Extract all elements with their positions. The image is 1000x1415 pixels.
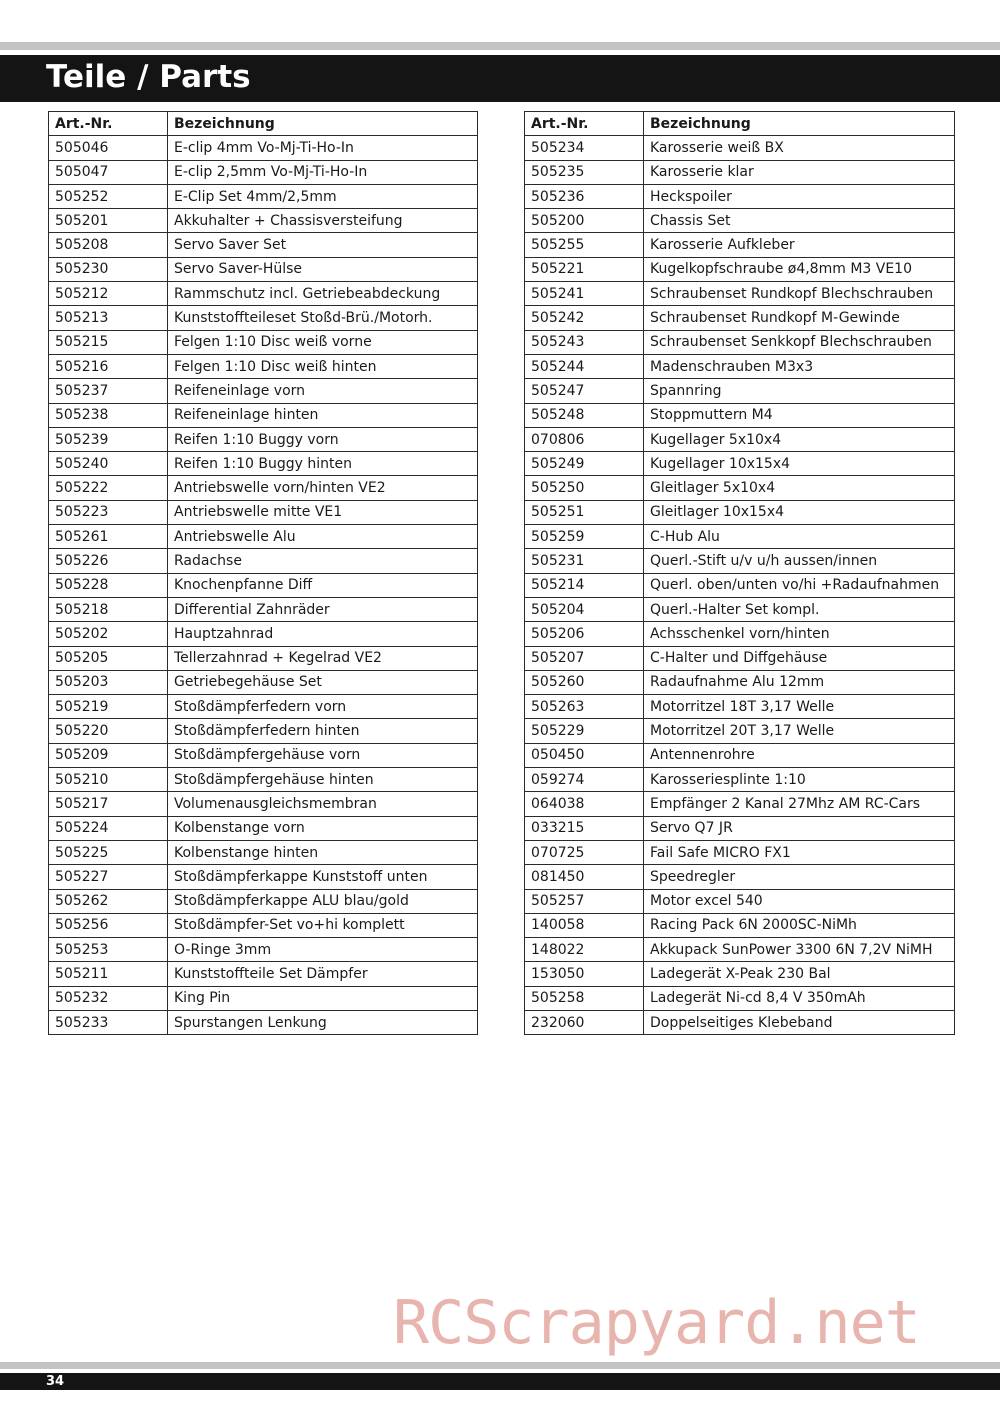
- bezeichnung-cell: E-clip 4mm Vo-Mj-Ti-Ho-In: [168, 136, 478, 160]
- bezeichnung-cell: Stoßdämpferfedern hinten: [168, 719, 478, 743]
- art-nr-cell: 505232: [49, 986, 168, 1010]
- table-row: [525, 743, 955, 767]
- table-row: [49, 354, 478, 378]
- art-nr-cell: 064038: [525, 792, 644, 816]
- table-row: [49, 1010, 478, 1034]
- table-row: [525, 233, 955, 257]
- table-row: [525, 403, 955, 427]
- table-row: [49, 257, 478, 281]
- bezeichnung-cell: Racing Pack 6N 2000SC-NiMh: [644, 913, 955, 937]
- art-nr-cell: 505263: [525, 695, 644, 719]
- table-row: [49, 768, 478, 792]
- table-row: [49, 622, 478, 646]
- parts-table-right: [524, 111, 955, 1035]
- art-nr-cell: 505257: [525, 889, 644, 913]
- table-row: [49, 792, 478, 816]
- bezeichnung-cell: Reifeneinlage vorn: [168, 379, 478, 403]
- art-nr-cell: 070806: [525, 427, 644, 451]
- bezeichnung-cell: Ladegerät X-Peak 230 Bal: [644, 962, 955, 986]
- top-divider-bar: [0, 42, 1000, 50]
- bezeichnung-cell: E-Clip Set 4mm/2,5mm: [168, 184, 478, 208]
- table-row: [525, 622, 955, 646]
- table-row: [525, 816, 955, 840]
- table-row: [49, 986, 478, 1010]
- bezeichnung-cell: Radaufnahme Alu 12mm: [644, 670, 955, 694]
- table-row: [49, 525, 478, 549]
- art-nr-cell: 505229: [525, 719, 644, 743]
- table-row: [49, 670, 478, 694]
- art-nr-cell: 505223: [49, 500, 168, 524]
- table-row: [49, 962, 478, 986]
- art-nr-cell: 505219: [49, 695, 168, 719]
- table-row: [49, 913, 478, 937]
- bezeichnung-cell: Speedregler: [644, 865, 955, 889]
- table-row: [49, 184, 478, 208]
- table-row: [49, 476, 478, 500]
- watermark-text: RCScrapyard.net: [393, 1288, 920, 1358]
- bezeichnung-cell: Karosserie weiß BX: [644, 136, 955, 160]
- table-row: [525, 354, 955, 378]
- table-row: [49, 865, 478, 889]
- table-row: [49, 403, 478, 427]
- table-row: [525, 452, 955, 476]
- table-row: [49, 160, 478, 184]
- table-row: [525, 330, 955, 354]
- art-nr-cell: 070725: [525, 840, 644, 864]
- art-nr-cell: 505204: [525, 597, 644, 621]
- table-row: [525, 597, 955, 621]
- table-row: [525, 306, 955, 330]
- art-nr-cell: 505236: [525, 184, 644, 208]
- art-nr-cell: 505251: [525, 500, 644, 524]
- art-nr-cell: 505213: [49, 306, 168, 330]
- bezeichnung-cell: Empfänger 2 Kanal 27Mhz AM RC-Cars: [644, 792, 955, 816]
- art-nr-cell: 505258: [525, 986, 644, 1010]
- table-row: [49, 695, 478, 719]
- bezeichnung-cell: Ladegerät Ni-cd 8,4 V 350mAh: [644, 986, 955, 1010]
- art-nr-cell: 505221: [525, 257, 644, 281]
- table-row: [49, 379, 478, 403]
- bezeichnung-cell: O-Ringe 3mm: [168, 938, 478, 962]
- table-row: [49, 500, 478, 524]
- table-row: [525, 986, 955, 1010]
- art-nr-cell: 505243: [525, 330, 644, 354]
- bottom-divider-bar: [0, 1362, 1000, 1369]
- art-nr-cell: 505238: [49, 403, 168, 427]
- table-row: [49, 597, 478, 621]
- art-nr-cell: 505237: [49, 379, 168, 403]
- bezeichnung-cell: Querl. oben/unten vo/hi +Radaufnahmen: [644, 573, 955, 597]
- bezeichnung-cell: Motorritzel 20T 3,17 Welle: [644, 719, 955, 743]
- page-title: Teile / Parts: [46, 59, 251, 95]
- art-nr-cell: 505210: [49, 768, 168, 792]
- bezeichnung-cell: Getriebegehäuse Set: [168, 670, 478, 694]
- bezeichnung-cell: Gleitlager 10x15x4: [644, 500, 955, 524]
- bezeichnung-cell: Reifen 1:10 Buggy vorn: [168, 427, 478, 451]
- table-row: [49, 306, 478, 330]
- art-nr-cell: 140058: [525, 913, 644, 937]
- art-nr-cell: 505255: [525, 233, 644, 257]
- bezeichnung-cell: Karosserie Aufkleber: [644, 233, 955, 257]
- bezeichnung-cell: Achsschenkel vorn/hinten: [644, 622, 955, 646]
- bezeichnung-cell: Felgen 1:10 Disc weiß vorne: [168, 330, 478, 354]
- art-nr-cell: 505256: [49, 913, 168, 937]
- table-row: [49, 816, 478, 840]
- art-nr-cell: 505247: [525, 379, 644, 403]
- table-row: [49, 743, 478, 767]
- bezeichnung-cell: Stoppmuttern M4: [644, 403, 955, 427]
- table-row: [525, 379, 955, 403]
- art-nr-cell: 505248: [525, 403, 644, 427]
- art-nr-cell: 505203: [49, 670, 168, 694]
- art-nr-cell: 505225: [49, 840, 168, 864]
- table-row: [49, 719, 478, 743]
- table-row: [525, 670, 955, 694]
- bezeichnung-cell: Servo Saver-Hülse: [168, 257, 478, 281]
- art-nr-cell: 505211: [49, 962, 168, 986]
- bezeichnung-cell: Karosseriesplinte 1:10: [644, 768, 955, 792]
- bezeichnung-cell: Volumenausgleichsmembran: [168, 792, 478, 816]
- table-row: [525, 889, 955, 913]
- bezeichnung-cell: Karosserie klar: [644, 160, 955, 184]
- art-nr-cell: 505208: [49, 233, 168, 257]
- art-nr-cell: 505047: [49, 160, 168, 184]
- bezeichnung-cell: Schraubenset Rundkopf Blechschrauben: [644, 282, 955, 306]
- art-nr-cell: 505231: [525, 549, 644, 573]
- art-nr-cell: 505241: [525, 282, 644, 306]
- table-row: [525, 913, 955, 937]
- art-nr-cell: 505205: [49, 646, 168, 670]
- table-row: [525, 476, 955, 500]
- table-row: [49, 938, 478, 962]
- art-nr-cell: 505227: [49, 865, 168, 889]
- bezeichnung-cell: Kugellager 10x15x4: [644, 452, 955, 476]
- table-row: [525, 500, 955, 524]
- table-row: [49, 233, 478, 257]
- art-nr-cell: 148022: [525, 938, 644, 962]
- art-nr-cell: 505207: [525, 646, 644, 670]
- art-nr-cell: 505253: [49, 938, 168, 962]
- table-row: [525, 840, 955, 864]
- bezeichnung-cell: Madenschrauben M3x3: [644, 354, 955, 378]
- art-nr-cell: 505233: [49, 1010, 168, 1034]
- bezeichnung-cell: Kugellager 5x10x4: [644, 427, 955, 451]
- bezeichnung-cell: Motor excel 540: [644, 889, 955, 913]
- bezeichnung-cell: Gleitlager 5x10x4: [644, 476, 955, 500]
- footer-band: [0, 1373, 1000, 1390]
- art-nr-cell: 033215: [525, 816, 644, 840]
- art-nr-cell: 505242: [525, 306, 644, 330]
- art-nr-cell: 505250: [525, 476, 644, 500]
- bezeichnung-cell: Querl.-Halter Set kompl.: [644, 597, 955, 621]
- table-row: [525, 962, 955, 986]
- column-header-art-nr: Art.-Nr.: [49, 112, 168, 136]
- table-row: [525, 1010, 955, 1034]
- table-row: [49, 573, 478, 597]
- table-row: [525, 768, 955, 792]
- bezeichnung-cell: Radachse: [168, 549, 478, 573]
- art-nr-cell: 505261: [49, 525, 168, 549]
- table-row: [49, 452, 478, 476]
- bezeichnung-cell: Reifeneinlage hinten: [168, 403, 478, 427]
- art-nr-cell: 505200: [525, 209, 644, 233]
- art-nr-cell: 505230: [49, 257, 168, 281]
- table-row: [525, 184, 955, 208]
- art-nr-cell: 153050: [525, 962, 644, 986]
- art-nr-cell: 505206: [525, 622, 644, 646]
- bezeichnung-cell: Knochenpfanne Diff: [168, 573, 478, 597]
- bezeichnung-cell: Antennenrohre: [644, 743, 955, 767]
- art-nr-cell: 505222: [49, 476, 168, 500]
- table-row: [49, 209, 478, 233]
- art-nr-cell: 059274: [525, 768, 644, 792]
- bezeichnung-cell: Servo Q7 JR: [644, 816, 955, 840]
- table-row: [49, 427, 478, 451]
- bezeichnung-cell: Spannring: [644, 379, 955, 403]
- art-nr-cell: 505218: [49, 597, 168, 621]
- bezeichnung-cell: Stoßdämpferfedern vorn: [168, 695, 478, 719]
- bezeichnung-cell: C-Hub Alu: [644, 525, 955, 549]
- table-row: [49, 549, 478, 573]
- bezeichnung-cell: Heckspoiler: [644, 184, 955, 208]
- table-header-row: [525, 112, 955, 136]
- art-nr-cell: 505260: [525, 670, 644, 694]
- art-nr-cell: 050450: [525, 743, 644, 767]
- bezeichnung-cell: Stoßdämpferkappe Kunststoff unten: [168, 865, 478, 889]
- art-nr-cell: 505262: [49, 889, 168, 913]
- column-header-bezeichnung: Bezeichnung: [168, 112, 478, 136]
- bezeichnung-cell: Antriebswelle Alu: [168, 525, 478, 549]
- bezeichnung-cell: Antriebswelle vorn/hinten VE2: [168, 476, 478, 500]
- table-row: [49, 889, 478, 913]
- bezeichnung-cell: Tellerzahnrad + Kegelrad VE2: [168, 646, 478, 670]
- bezeichnung-cell: Reifen 1:10 Buggy hinten: [168, 452, 478, 476]
- bezeichnung-cell: Kunststoffteileset Stoßd-Brü./Motorh.: [168, 306, 478, 330]
- table-row: [525, 427, 955, 451]
- art-nr-cell: 505220: [49, 719, 168, 743]
- table-row: [525, 695, 955, 719]
- bezeichnung-cell: E-clip 2,5mm Vo-Mj-Ti-Ho-In: [168, 160, 478, 184]
- bezeichnung-cell: Fail Safe MICRO FX1: [644, 840, 955, 864]
- parts-table-left: [48, 111, 478, 1035]
- table-row: [525, 525, 955, 549]
- bezeichnung-cell: Stoßdämpfergehäuse hinten: [168, 768, 478, 792]
- bezeichnung-cell: Servo Saver Set: [168, 233, 478, 257]
- art-nr-cell: 505217: [49, 792, 168, 816]
- bezeichnung-cell: Felgen 1:10 Disc weiß hinten: [168, 354, 478, 378]
- bezeichnung-cell: Stoßdämpfergehäuse vorn: [168, 743, 478, 767]
- table-row: [525, 792, 955, 816]
- bezeichnung-cell: Doppelseitiges Klebeband: [644, 1010, 955, 1034]
- table-row: [525, 136, 955, 160]
- art-nr-cell: 505249: [525, 452, 644, 476]
- art-nr-cell: 505240: [49, 452, 168, 476]
- art-nr-cell: 505202: [49, 622, 168, 646]
- page-number: 34: [46, 1374, 65, 1389]
- bezeichnung-cell: Kugelkopfschraube ø4,8mm M3 VE10: [644, 257, 955, 281]
- bezeichnung-cell: Antriebswelle mitte VE1: [168, 500, 478, 524]
- table-row: [525, 257, 955, 281]
- table-row: [525, 719, 955, 743]
- art-nr-cell: 505235: [525, 160, 644, 184]
- table-row: [525, 865, 955, 889]
- art-nr-cell: 505201: [49, 209, 168, 233]
- art-nr-cell: 081450: [525, 865, 644, 889]
- bezeichnung-cell: Schraubenset Senkkopf Blechschrauben: [644, 330, 955, 354]
- table-header-row: [49, 112, 478, 136]
- bezeichnung-cell: Kunststoffteile Set Dämpfer: [168, 962, 478, 986]
- bezeichnung-cell: Akkupack SunPower 3300 6N 7,2V NiMH: [644, 938, 955, 962]
- bezeichnung-cell: Schraubenset Rundkopf M-Gewinde: [644, 306, 955, 330]
- art-nr-cell: 505239: [49, 427, 168, 451]
- bezeichnung-cell: King Pin: [168, 986, 478, 1010]
- bezeichnung-cell: Akkuhalter + Chassisversteifung: [168, 209, 478, 233]
- table-row: [49, 840, 478, 864]
- bezeichnung-cell: Stoßdämpferkappe ALU blau/gold: [168, 889, 478, 913]
- bezeichnung-cell: Kolbenstange vorn: [168, 816, 478, 840]
- bezeichnung-cell: Differential Zahnräder: [168, 597, 478, 621]
- table-row: [525, 646, 955, 670]
- bezeichnung-cell: Motorritzel 18T 3,17 Welle: [644, 695, 955, 719]
- table-row: [525, 160, 955, 184]
- art-nr-cell: 505228: [49, 573, 168, 597]
- art-nr-cell: 505216: [49, 354, 168, 378]
- table-row: [525, 573, 955, 597]
- art-nr-cell: 505212: [49, 282, 168, 306]
- bezeichnung-cell: Rammschutz incl. Getriebeabdeckung: [168, 282, 478, 306]
- bezeichnung-cell: Chassis Set: [644, 209, 955, 233]
- table-row: [49, 330, 478, 354]
- table-row: [49, 136, 478, 160]
- art-nr-cell: 505252: [49, 184, 168, 208]
- art-nr-cell: 232060: [525, 1010, 644, 1034]
- table-row: [525, 549, 955, 573]
- art-nr-cell: 505244: [525, 354, 644, 378]
- bezeichnung-cell: C-Halter und Diffgehäuse: [644, 646, 955, 670]
- bezeichnung-cell: Kolbenstange hinten: [168, 840, 478, 864]
- table-row: [525, 282, 955, 306]
- art-nr-cell: 505234: [525, 136, 644, 160]
- art-nr-cell: 505224: [49, 816, 168, 840]
- art-nr-cell: 505259: [525, 525, 644, 549]
- art-nr-cell: 505215: [49, 330, 168, 354]
- bezeichnung-cell: Querl.-Stift u/v u/h aussen/innen: [644, 549, 955, 573]
- art-nr-cell: 505209: [49, 743, 168, 767]
- bezeichnung-cell: Stoßdämpfer-Set vo+hi komplett: [168, 913, 478, 937]
- column-header-art-nr: Art.-Nr.: [525, 112, 644, 136]
- art-nr-cell: 505046: [49, 136, 168, 160]
- column-header-bezeichnung: Bezeichnung: [644, 112, 955, 136]
- table-row: [525, 209, 955, 233]
- table-row: [49, 282, 478, 306]
- bezeichnung-cell: Spurstangen Lenkung: [168, 1010, 478, 1034]
- table-row: [49, 646, 478, 670]
- art-nr-cell: 505226: [49, 549, 168, 573]
- bezeichnung-cell: Hauptzahnrad: [168, 622, 478, 646]
- art-nr-cell: 505214: [525, 573, 644, 597]
- table-row: [525, 938, 955, 962]
